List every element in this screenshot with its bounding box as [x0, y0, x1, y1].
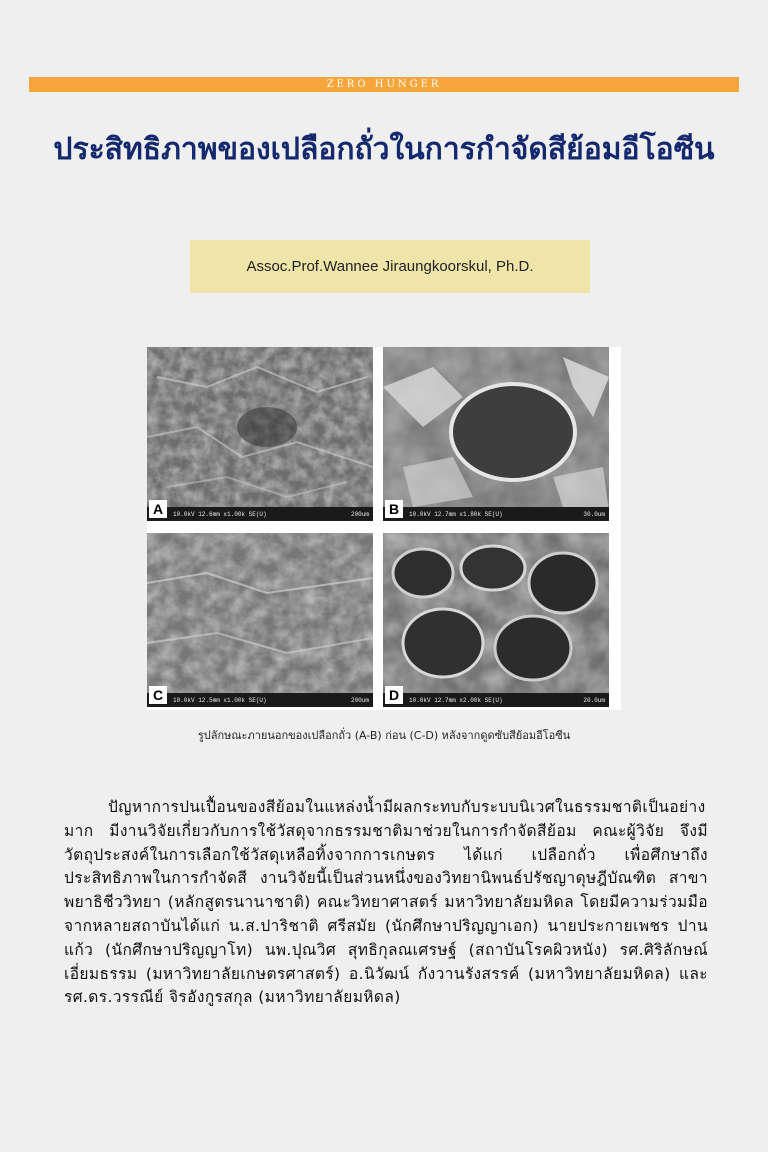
page-title: ประสิทธิภาพของเปลือกถั่วในการกำจัดสีย้อมอีโอซีน — [53, 132, 715, 167]
panel-label-c: C — [149, 686, 167, 704]
author-box — [190, 240, 590, 293]
body-paragraph: ปัญหาการปนเปื้อนของสีย้อมในแหล่งน้ำมีผลกระทบกับระบบนิเวศในธรรมชาติเป็นอย่างมาก มีงานวิจัยเกี่ยวกับการใช้วัสดุจากธรรมชาติมาช่วยในการกำจัดสีย้อม คณะผู้วิจัย จึงมีวัตถุประสงค์ในการเลือกใช้วัสดุเหลือทิ้งจากการเกษตร ได้แก่ เปลือกถั่ว เพื่อศึกษาถึงประสิทธิภาพในการกำจัดสี งานวิจัยนี้เป็นส่วนหนึ่งของวิทยานิพนธ์ปรัชญาดุษฎีบัณฑิต สาขาพยาธิชีววิทยา (หลักสูตรนานาชาติ) คณะวิทยาศาสตร์ มหาวิทยาลัยมหิดล โดยมีความร่วมมือจากหลายสถาบันได้แก่ น.ส.ปาริชาติ ศรีสมัย (นักศึกษาปริญญาเอก) นายประกายเพชร ปานแก้ว (นักศึกษาปริญญาโท) นพ.ปุณวิศ สุทธิกุลณเศรษฐ์ (สถาบันโรคผิวหนัง) รศ.ศิริลักษณ์ เอี่ยมธรรม (มหาวิทยาลัยเกษตรศาสตร์) อ.นิวัฒน์ กังวานรังสรรค์ (มหาวิทยาลัยมหิดล) และ รศ.ดร.วรรณีย์ จิรอังกูรสกุล (มหาวิทยาลัยมหิดล) — [64, 798, 708, 1007]
panel-label-b: B — [385, 500, 403, 518]
sem-panel-b — [383, 347, 609, 521]
sem-panel-d — [383, 533, 609, 707]
category-label: ZERO HUNGER — [326, 79, 442, 90]
sem-image-b — [383, 347, 609, 521]
category-banner — [29, 77, 739, 92]
panel-meta-text: 10.0kV 12.7mm x1.80k SE(U) — [409, 511, 503, 518]
author-name: Assoc.Prof.Wannee Jiraungkoorskul, Ph.D. — [246, 258, 534, 275]
panel-scale-text: 200um — [350, 697, 369, 704]
sem-panel-a — [147, 347, 373, 521]
sem-image-d — [383, 533, 609, 707]
figure-caption: รูปลักษณะภายนอกของเปลือกถั่ว (A-B) ก่อน (C-D) หลังจากดูดซับสีย้อมอีโอซีน — [197, 729, 571, 742]
panel-meta-b — [409, 511, 605, 518]
sem-image-c — [147, 533, 373, 707]
panel-meta-text: 10.0kV 12.6mm x1.00k SE(U) — [173, 511, 267, 518]
panel-meta-a — [173, 511, 369, 518]
sem-panel-c — [147, 533, 373, 707]
sem-figure — [147, 347, 621, 710]
panel-label-a: A — [149, 500, 167, 518]
panel-scale-text: 200um — [350, 511, 369, 518]
panel-meta-c — [173, 697, 369, 704]
panel-label-d: D — [385, 686, 403, 704]
panel-meta-d — [409, 697, 605, 704]
panel-scale-text: 20.0um — [583, 697, 605, 704]
panel-meta-text: 10.0kV 12.7mm x2.00k SE(U) — [409, 697, 503, 704]
sem-image-a — [147, 347, 373, 521]
panel-scale-text: 30.0um — [583, 511, 605, 518]
panel-meta-text: 10.0kV 12.5mm x1.00k SE(U) — [173, 697, 267, 704]
